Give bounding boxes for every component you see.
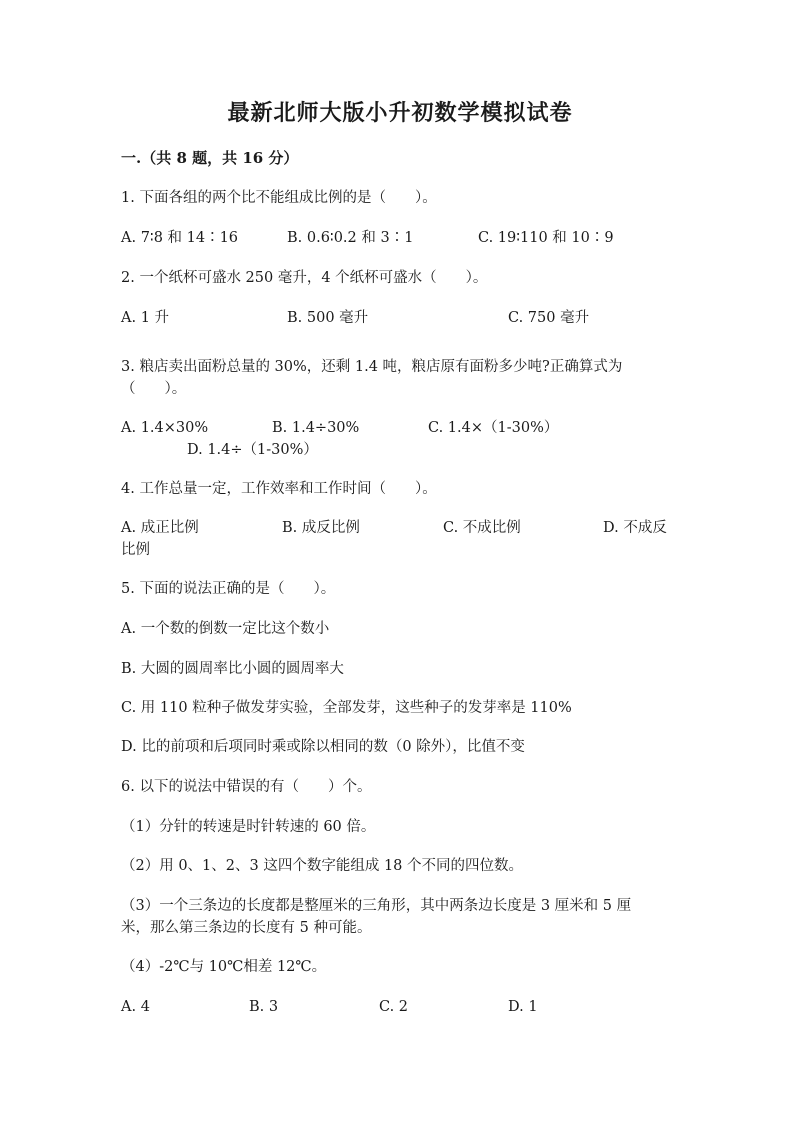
question-3-option-a: A. 1.4×30% — [121, 420, 209, 436]
question-4-option-d-cont: 比例 — [121, 542, 150, 558]
question-3-stem: 3. 粮店卖出面粉总量的 30%，还剩 1.4 吨，粮店原有面粉多少吨?正确算式为 — [121, 359, 623, 375]
question-5-option-b: B. 大圆的圆周率比小圆的圆周率大 — [121, 661, 344, 677]
question-3-option-b: B. 1.4÷30% — [272, 420, 360, 436]
question-5-option-d: D. 比的前项和后项同时乘或除以相同的数（0 除外），比值不变 — [121, 739, 525, 755]
question-6-option-d: D. 1 — [508, 999, 538, 1015]
question-6-item-3-cont: 米，那么第三条边的长度有 5 种可能。 — [121, 920, 372, 936]
question-1-option-b: B. 0.6∶0.2 和 3∶1 — [287, 230, 414, 246]
question-5-option-a: A. 一个数的倒数一定比这个数小 — [121, 621, 330, 637]
question-3-option-d: D. 1.4÷（1-30%） — [187, 442, 318, 458]
question-3-option-c: C. 1.4×（1-30%） — [428, 420, 559, 436]
question-4-option-a: A. 成正比例 — [121, 520, 199, 536]
question-5-option-c: C. 用 110 粒种子做发芽实验，全部发芽，这些种子的发芽率是 110% — [121, 700, 572, 716]
question-3-stem-cont: （ ）。 — [121, 381, 187, 397]
question-2-option-b: B. 500 毫升 — [287, 310, 369, 326]
question-6-stem: 6. 以下的说法中错误的有（ ）个。 — [121, 779, 372, 795]
question-1-stem: 1. 下面各组的两个比不能组成比例的是（ ）。 — [121, 190, 437, 206]
question-4-stem: 4. 工作总量一定，工作效率和工作时间（ ）。 — [121, 481, 437, 497]
question-6-option-c: C. 2 — [379, 999, 409, 1015]
question-6-item-3: （3）一个三条边的长度都是整厘米的三角形，其中两条边长度是 3 厘米和 5 厘 — [121, 898, 632, 914]
question-2-stem: 2. 一个纸杯可盛水 250 毫升，4 个纸杯可盛水（ ）。 — [121, 270, 488, 286]
question-4-option-c: C. 不成比例 — [443, 520, 521, 536]
question-4-option-b: B. 成反比例 — [282, 520, 360, 536]
question-2-option-c: C. 750 毫升 — [508, 310, 590, 326]
question-6-item-1: （1）分针的转速是时针转速的 60 倍。 — [121, 819, 376, 835]
question-1-option-a: A. 7∶8 和 14∶16 — [121, 230, 239, 246]
question-6-item-4: （4）-2℃与 10℃相差 12℃。 — [121, 959, 327, 975]
section-header: 一.（共 8 题，共 16 分） — [121, 149, 299, 167]
question-6-item-2: （2）用 0、1、2、3 这四个数字能组成 18 个不同的四位数。 — [121, 858, 524, 874]
question-1-option-c: C. 19∶110 和 10∶9 — [478, 230, 614, 246]
question-2-option-a: A. 1 升 — [121, 310, 170, 326]
question-5-stem: 5. 下面的说法正确的是（ ）。 — [121, 581, 336, 597]
page-title: 最新北师大版小升初数学模拟试卷 — [227, 100, 573, 126]
question-6-option-a: A. 4 — [121, 999, 150, 1015]
question-4-option-d: D. 不成反 — [603, 520, 667, 536]
question-6-option-b: B. 3 — [249, 999, 279, 1015]
